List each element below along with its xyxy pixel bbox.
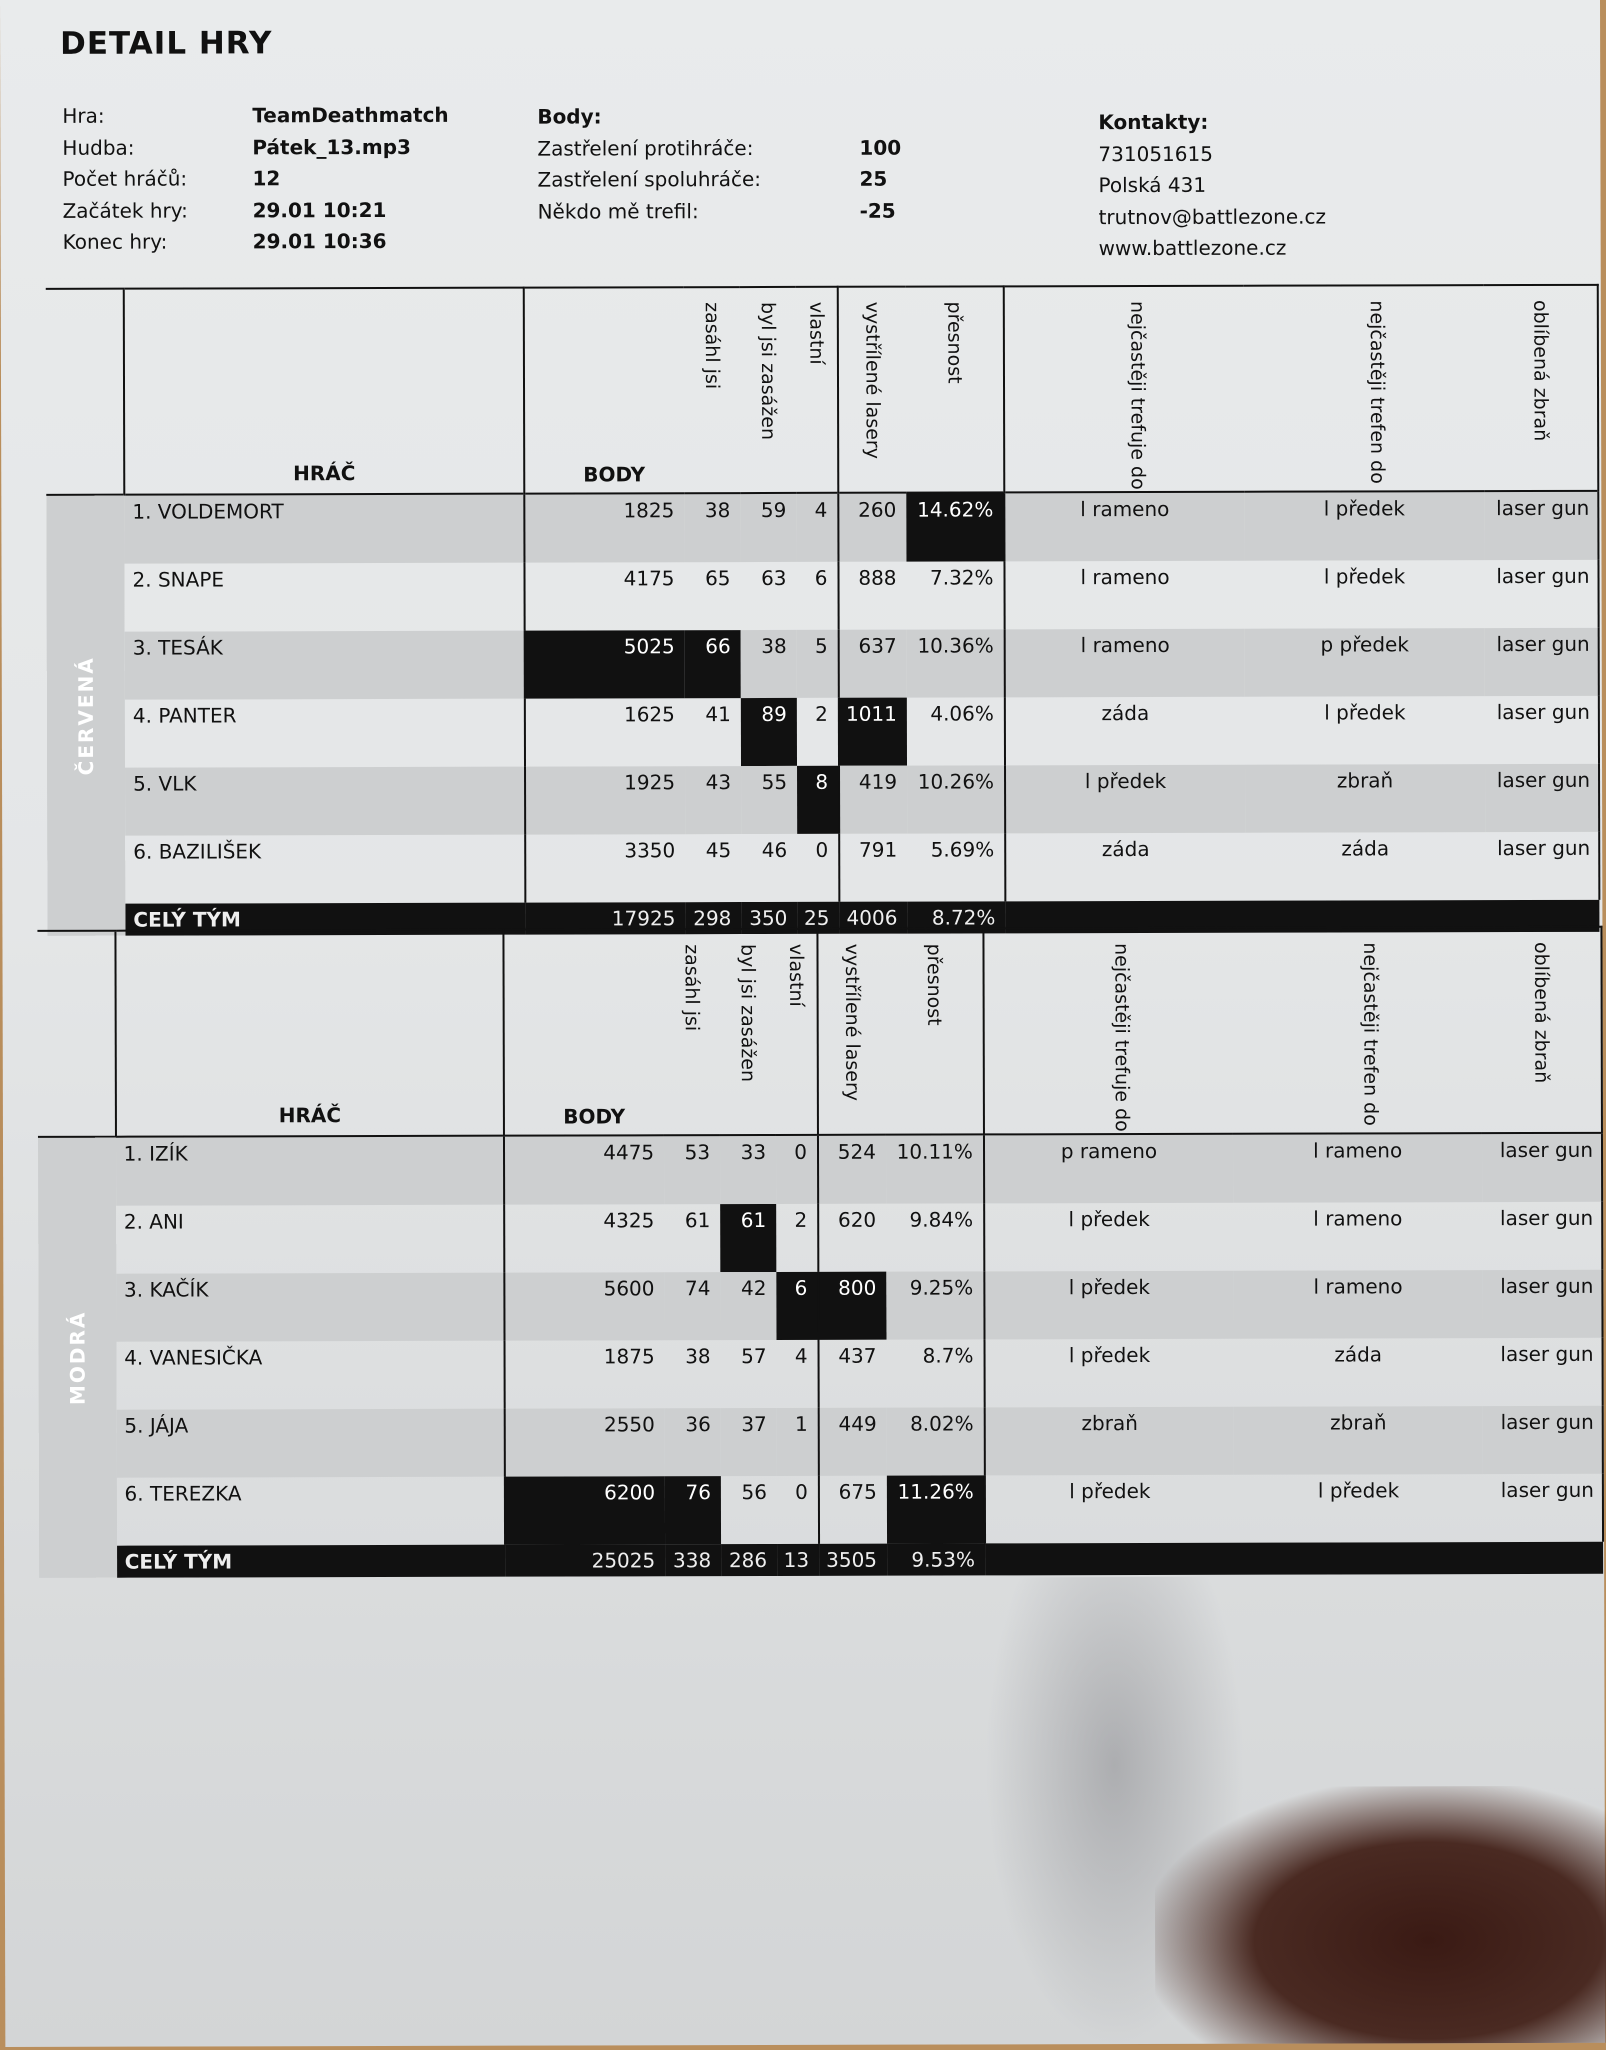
points-heading: Body: bbox=[537, 104, 602, 129]
info-row: Hra: TeamDeathmatch bbox=[62, 102, 449, 128]
header-shots: vystřílené lasery bbox=[838, 287, 907, 493]
contact-email: trutnov@battlezone.cz bbox=[1098, 204, 1327, 229]
team-total-row: CELÝ TÝM 17925 298 350 25 4006 8.72% bbox=[47, 900, 1599, 936]
player-name: 2. SNAPE bbox=[124, 563, 524, 632]
player-name: 4. PANTER bbox=[125, 699, 525, 768]
player-name: 2. ANI bbox=[116, 1205, 505, 1274]
contact-address: Polská 431 bbox=[1098, 172, 1207, 198]
team-label: MODRÁ bbox=[38, 1137, 117, 1578]
header-own: vlastní bbox=[775, 929, 817, 1135]
header-most-hit-at: nejčastěji trefen do bbox=[1244, 285, 1485, 492]
table-row: 3. TESÁK 5025 66 38 5 637 10.36% l rameno p předek laser gun bbox=[47, 628, 1599, 700]
info-row: Počet hráčů: 12 bbox=[62, 166, 281, 191]
header-was-hit: byl jsi zasážen bbox=[740, 287, 797, 493]
header-fav-weapon: oblíbená zbraň bbox=[1482, 927, 1602, 1133]
header-most-hit-at: nejčastěji trefen do bbox=[1232, 927, 1482, 1134]
team-total-row: CELÝ TÝM 25025 338 286 13 3505 9.53% bbox=[39, 1542, 1603, 1578]
header-player: HRÁČ bbox=[124, 288, 525, 495]
player-name: 1. IZÍK bbox=[116, 1136, 505, 1206]
total-label: CELÝ TÝM bbox=[125, 903, 525, 936]
table-row: 2. SNAPE 4175 65 63 6 888 7.32% l rameno l předek laser gun bbox=[46, 560, 1598, 632]
page-title: DETAIL HRY bbox=[60, 25, 273, 62]
table-row: ČERVENÁ 1. VOLDEMORT 1825 38 59 4 260 14.62% l rameno l předek laser gun bbox=[46, 491, 1598, 564]
team-blue-table bbox=[37, 926, 1604, 1578]
table-row: 3. KAČÍK 5600 74 42 6 800 9.25% l předek l rameno laser gun bbox=[38, 1270, 1602, 1342]
table-row: 4. VANESIČKA 1875 38 57 4 437 8.7% l předek záda laser gun bbox=[39, 1338, 1603, 1410]
player-name: 5. VLK bbox=[125, 767, 525, 836]
contact-phone: 731051615 bbox=[1098, 141, 1213, 166]
phone-shadow bbox=[1155, 1786, 1606, 2044]
player-name: 5. JÁJA bbox=[116, 1409, 505, 1478]
header-most-hits-to: nejčastěji trefuje do bbox=[1004, 286, 1245, 493]
team-label: ČERVENÁ bbox=[46, 495, 125, 936]
header-accuracy: přesnost bbox=[885, 928, 983, 1134]
table-row: 5. JÁJA 2550 36 37 1 449 8.02% zbraň zbraň laser gun bbox=[39, 1406, 1603, 1478]
table-row: MODRÁ 1. IZÍK 4475 53 33 0 524 10.11% p rameno l rameno laser gun bbox=[38, 1133, 1602, 1206]
header-body: BODY bbox=[504, 929, 664, 1135]
header-hit: zasáhl jsi bbox=[684, 287, 741, 493]
header-accuracy: přesnost bbox=[906, 286, 1005, 492]
info-row: Hudba: Pátek_13.mp3 bbox=[62, 134, 411, 160]
player-name: 3. KAČÍK bbox=[116, 1273, 505, 1342]
contacts bbox=[1098, 107, 1326, 265]
contact-web: www.battlezone.cz bbox=[1098, 235, 1287, 261]
player-name: 6. BAZILIŠEK bbox=[125, 835, 525, 904]
game-info bbox=[62, 100, 449, 259]
points-row: Někdo mě trefil: -25 bbox=[537, 198, 896, 224]
player-name: 1. VOLDEMORT bbox=[124, 494, 524, 564]
header-was-hit: byl jsi zasážen bbox=[720, 929, 776, 1135]
header-body: BODY bbox=[524, 287, 685, 493]
table-row: 6. TEREZKA 6200 76 56 0 675 11.26% l předek l předek laser gun bbox=[39, 1474, 1603, 1546]
player-name: 3. TESÁK bbox=[125, 631, 525, 700]
header-fav-weapon: oblíbená zbraň bbox=[1484, 285, 1599, 491]
player-name: 4. VANESIČKA bbox=[116, 1341, 505, 1410]
header-most-hits-to: nejčastěji trefuje do bbox=[983, 928, 1233, 1135]
contacts-heading: Kontakty: bbox=[1098, 109, 1209, 135]
points-row: Zastřelení protihráče: 100 bbox=[537, 135, 902, 161]
team-red-table bbox=[46, 284, 1601, 936]
header-shots: vystřílené lasery bbox=[817, 929, 885, 1135]
points-info bbox=[537, 101, 901, 228]
info-row: Konec hry: 29.01 10:36 bbox=[62, 228, 387, 254]
table-row: 2. ANI 4325 61 61 2 620 9.84% l předek l rameno laser gun bbox=[38, 1202, 1602, 1274]
player-name: 6. TEREZKA bbox=[116, 1477, 505, 1546]
header-own: vlastní bbox=[796, 287, 839, 493]
header-hit: zasáhl jsi bbox=[664, 929, 720, 1135]
header-player: HRÁČ bbox=[115, 930, 504, 1137]
points-row: Zastřelení spoluhráče: 25 bbox=[537, 166, 888, 192]
info-row: Začátek hry: 29.01 10:21 bbox=[62, 197, 387, 223]
table-row: 6. BAZILIŠEK 3350 45 46 0 791 5.69% záda záda laser gun bbox=[47, 832, 1599, 904]
table-row: 4. PANTER 1625 41 89 2 1011 4.06% záda l předek laser gun bbox=[47, 696, 1599, 768]
table-row: 5. VLK 1925 43 55 8 419 10.26% l předek zbraň laser gun bbox=[47, 764, 1599, 836]
total-label: CELÝ TÝM bbox=[117, 1545, 506, 1578]
